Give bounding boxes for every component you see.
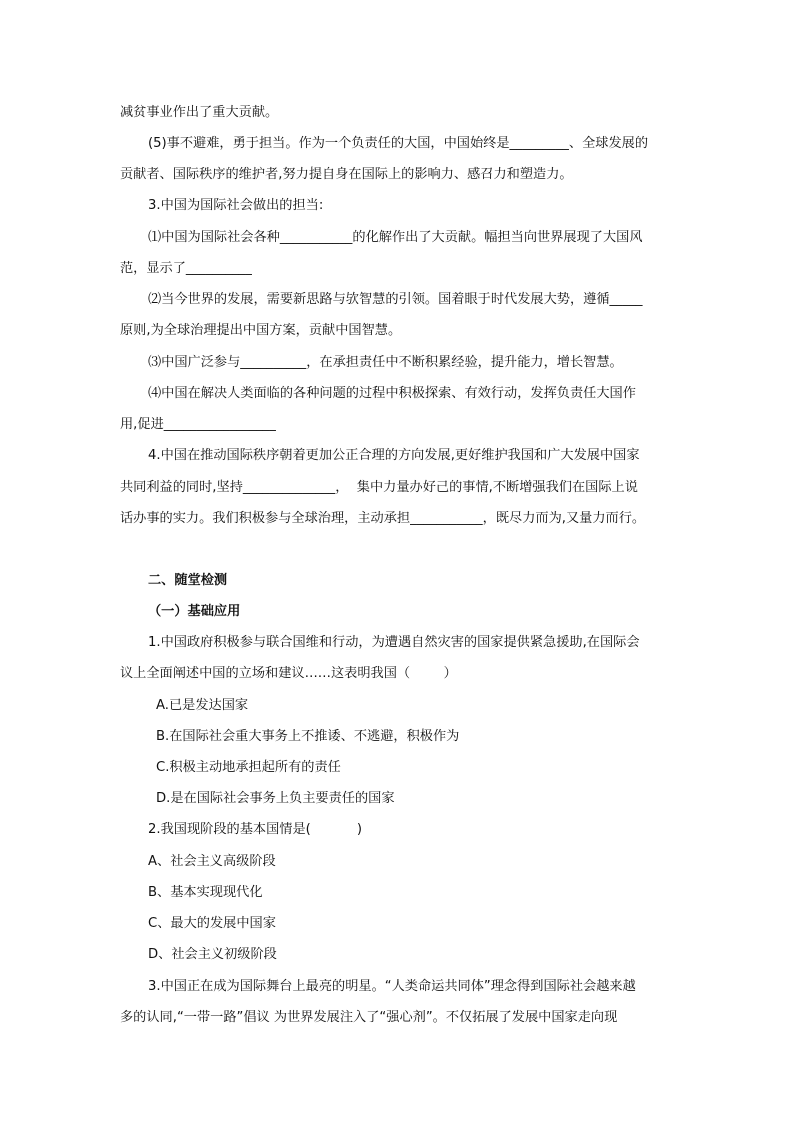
text-line: 话办事的实力。我们积极参与全球治理，主动承担___________，既尽力而为,又量力而行。 (120, 511, 646, 526)
question-text: 议上全面阐述中国的立场和建议……这表明我国（ ） (120, 666, 457, 681)
text-line: 4.中国在推动国际秩序朝着更加公正合理的方向发展,更好维护我国和广大发展中国家 (148, 448, 640, 463)
answer-option: C、最大的发展中国家 (148, 916, 276, 931)
text-line: ⑷中国在解决人类面临的各种问题的过程中积极探索、有效行动，发挥负责任大国作 (148, 386, 636, 401)
answer-option: B.在国际社会重大事务上不推诿、不逃避，积极作为 (156, 729, 460, 744)
text-line: (5)事不避难，勇于担当。作为一个负责任的大国，中国始终是_________、全球发展的 (148, 136, 649, 151)
text-line: 原则,为全球治理提出中国方案，贡献中国智慧。 (120, 323, 402, 338)
question-text: 1.中国政府积极参与联合国维和行动，为遭遇自然灾害的国家提供紧急援助,在国际会 (148, 635, 640, 650)
answer-option: D、社会主义初级阶段 (148, 947, 277, 962)
answer-option: B、基本实现现代化 (148, 885, 263, 900)
text-line: 范，显示了__________ (120, 261, 252, 276)
text-line: ⑶中国广泛参与__________，在承担责任中不断积累经验，提升能力，增长智慧。 (148, 355, 623, 370)
text-line: 用,促进_________________ (120, 417, 276, 432)
question-text: 2.我国现阶段的基本国情是( ) (148, 822, 363, 837)
answer-option: D.是在国际社会事务上负主要责任的国家 (156, 791, 395, 806)
text-line: 贡献者、国际秩序的维护者,努力提自身在国际上的影响力、感召力和塑造力。 (120, 167, 573, 182)
text-line: ⑵当今世界的发展，需要新思路与欤智慧的引领。国着眼于时代发展大势，遵循_____ (148, 292, 643, 307)
answer-option: A、社会主义高级阶段 (148, 854, 276, 869)
text-line: 共同利益的同时,坚持______________， 集中力量办好己的事情,不断增强我们在国际上说 (120, 480, 638, 495)
text-line: ⑴中国为国际社会各种___________的化解作出了大贡献。幅担当向世界展现了大国风 (148, 230, 643, 245)
question-text: 多的认同,“一带一路”倡议 为世界发展注入了“强心剂”。不仅拓展了发展中国家走向现 (120, 1010, 618, 1025)
answer-option: A.已是发达国家 (156, 698, 249, 713)
text-line: 3.中国为国际社会做出的担当: (148, 198, 324, 213)
question-text: 3.中国正在成为国际舞台上最亮的明星。“人类命运共同体”理念得到国际社会越来越 (148, 979, 636, 994)
text-line: 减贫事业作出了重大贡献。 (120, 105, 279, 120)
answer-option: C.积极主动地承担起所有的责任 (156, 760, 341, 775)
section-heading: 二、随堂检测 (148, 573, 228, 588)
subsection-heading: （一）基础应用 (148, 604, 241, 619)
